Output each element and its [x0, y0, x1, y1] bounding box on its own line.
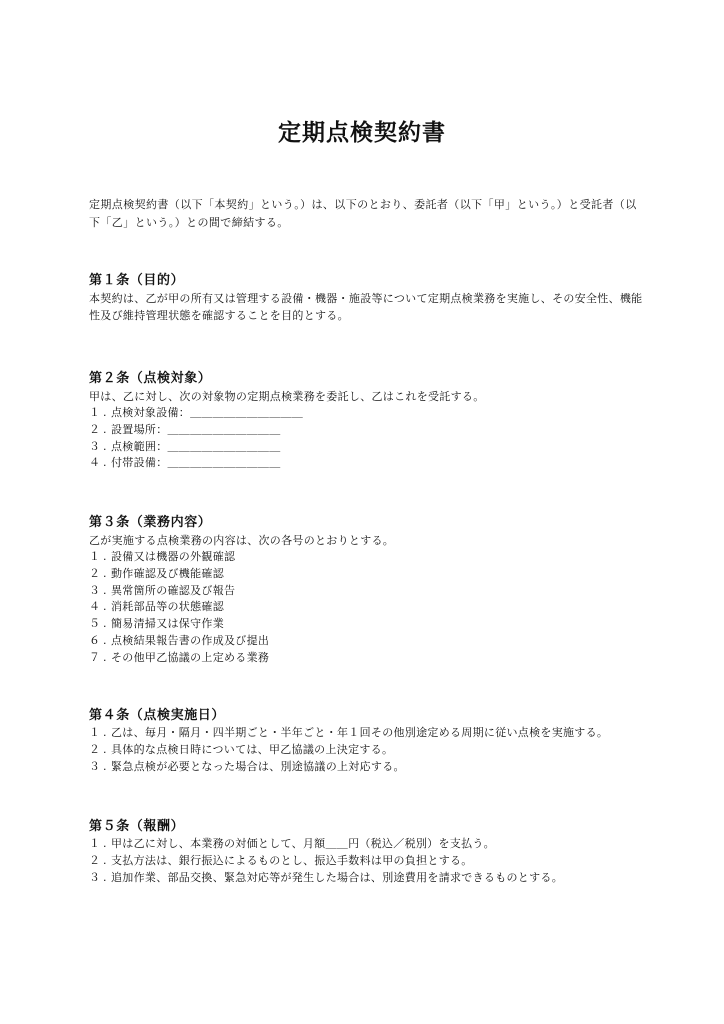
article-5 [89, 818, 649, 886]
list-item [89, 853, 649, 870]
item-number: ２ [89, 422, 101, 436]
item-text: 動作確認及び機能確認 [111, 566, 224, 580]
item-period: . [103, 406, 107, 419]
list-item [89, 599, 649, 616]
item-number: ２ [89, 742, 101, 756]
list-item [89, 549, 649, 566]
list-item [89, 405, 649, 422]
item-text: 緊急点検が必要となった場合は、別途協議の上対応する。 [111, 759, 405, 773]
list-item [89, 725, 649, 742]
list-item [89, 759, 649, 776]
article-4 [89, 707, 649, 775]
list-item [89, 836, 649, 853]
item-period: . [103, 726, 107, 739]
item-text: 乙は、毎月・隔月・四半期ごと・半年ごと・年１回その他別途定める周期に従い点検を実施する。 [111, 726, 609, 739]
item-text: 設備又は機器の外観確認 [111, 550, 236, 563]
list-item [89, 422, 649, 439]
item-text: 支払方法は、銀行振込によるものとし、振込手数料は甲の負担とする。 [111, 853, 473, 867]
article-3 [89, 514, 649, 667]
item-period: . [103, 837, 107, 850]
item-number: ３ [89, 870, 101, 884]
article-1 [89, 272, 649, 324]
item-period: . [103, 759, 107, 773]
article-heading: 第４条（点検実施日） [89, 708, 226, 723]
list-item [89, 650, 649, 667]
list-item [89, 583, 649, 600]
item-list [89, 549, 649, 667]
article-heading: 第２条（点検対象） [89, 371, 212, 386]
item-period: . [103, 650, 107, 664]
item-number: １ [89, 550, 101, 563]
item-text: 付帯設備：＿＿＿＿＿＿＿＿＿＿ [111, 456, 281, 470]
item-period: . [103, 550, 107, 563]
article-body: 乙が実施する点検業務の内容は、次の各号のとおりとする。 [89, 534, 395, 547]
article-body: 甲は、乙に対し、次の対象物の定期点検業務を委託し、乙はこれを受託する。 [89, 390, 485, 403]
item-text: 設置場所：＿＿＿＿＿＿＿＿＿＿ [111, 422, 281, 436]
item-period: . [103, 853, 107, 867]
item-period: . [103, 870, 107, 884]
item-period: . [103, 742, 107, 756]
item-text: 甲は乙に対し、本業務の対価として、月額＿＿円（税込／税別）を支払う。 [111, 837, 495, 850]
item-period: . [103, 566, 107, 580]
item-number: ２ [89, 566, 101, 580]
item-number: ２ [89, 853, 101, 867]
item-text: 追加作業、部品交換、緊急対応等が発生した場合は、別途費用を請求できるものとする。 [111, 870, 563, 884]
list-item [89, 439, 649, 456]
item-list [89, 725, 649, 775]
item-text: 点検結果報告書の作成及び提出 [111, 633, 270, 647]
item-list [89, 836, 649, 886]
article-heading: 第３条（業務内容） [89, 515, 212, 530]
list-item [89, 633, 649, 650]
item-number: ７ [89, 650, 101, 664]
item-period: . [103, 617, 107, 631]
item-period: . [103, 600, 107, 614]
list-item [89, 455, 649, 472]
item-list [89, 405, 649, 472]
article-heading: 第１条（目的） [89, 273, 185, 288]
item-text: 異常箇所の確認及び報告 [111, 583, 236, 597]
list-item [89, 566, 649, 583]
article-body: 本契約は、乙が甲の所有又は管理する設備・機器・施設等について定期点検業務を実施し、その安全性、機能性及び維持管理状態を確認することを目的とする。 [89, 292, 643, 322]
item-number: ６ [89, 633, 101, 647]
item-number: ３ [89, 583, 101, 597]
item-text: 消耗部品等の状態確認 [111, 600, 224, 614]
item-period: . [103, 633, 107, 647]
item-text: 簡易清掃又は保守作業 [111, 617, 224, 631]
item-number: １ [89, 837, 101, 850]
item-text: その他甲乙協議の上定める業務 [111, 650, 270, 664]
list-item [89, 742, 649, 759]
document-title: 定期点検契約書 [278, 120, 446, 146]
item-text: 点検範囲：＿＿＿＿＿＿＿＿＿＿ [111, 439, 281, 453]
item-number: ３ [89, 759, 101, 773]
article-heading: 第５条（報酬） [89, 819, 185, 834]
intro-paragraph: 定期点検契約書（以下「本契約」という。）は、以下のとおり、委託者（以下「甲」という。）と受託者（以下「乙」という。）との間で締結する。 [89, 198, 637, 229]
item-period: . [103, 456, 107, 470]
item-text: 具体的な点検日時については、甲乙協議の上決定する。 [111, 742, 394, 756]
item-number: ５ [89, 617, 101, 631]
item-number: ４ [89, 600, 101, 614]
item-period: . [103, 422, 107, 436]
list-item [89, 870, 649, 887]
list-item [89, 616, 649, 633]
item-number: ３ [89, 439, 101, 453]
item-number: １ [89, 726, 101, 739]
item-number: １ [89, 406, 101, 419]
article-2 [89, 370, 649, 472]
item-text: 点検対象設備：＿＿＿＿＿＿＿＿＿＿ [111, 406, 304, 419]
item-number: ４ [89, 456, 101, 470]
item-period: . [103, 583, 107, 597]
item-period: . [103, 439, 107, 453]
